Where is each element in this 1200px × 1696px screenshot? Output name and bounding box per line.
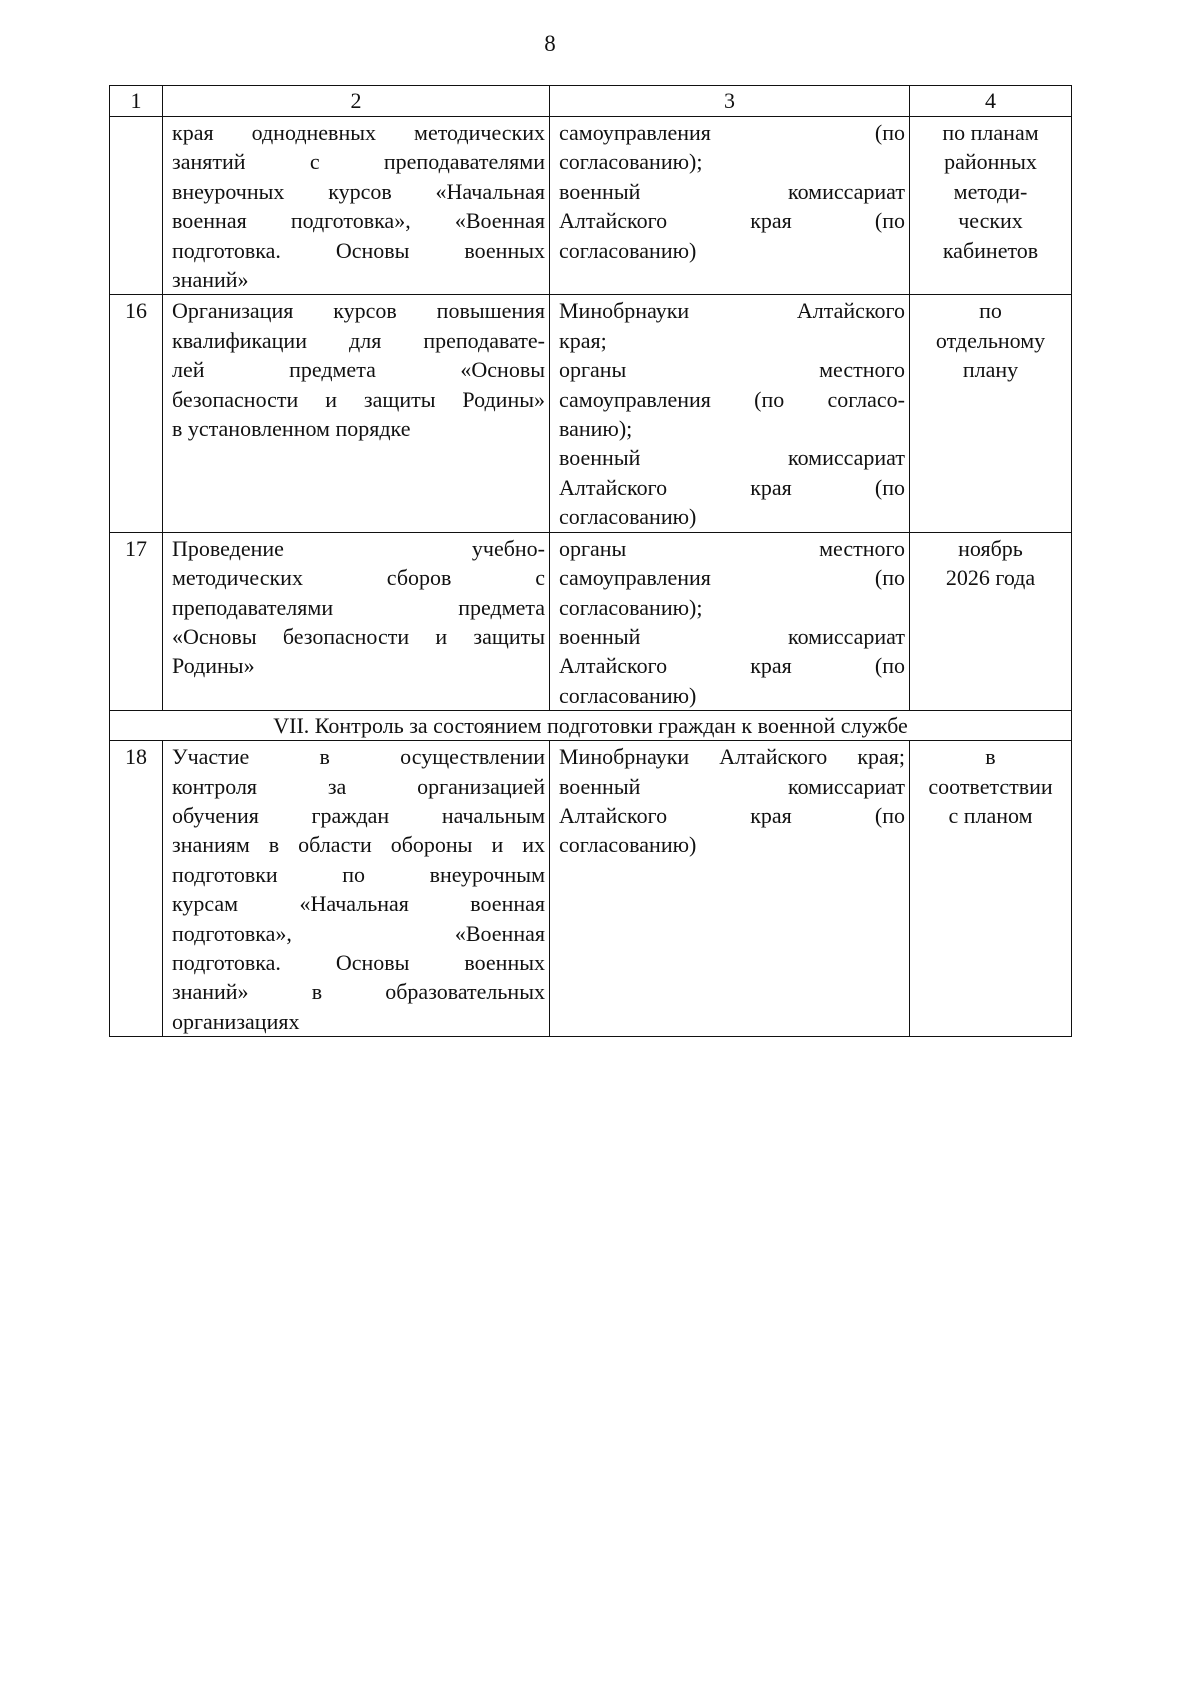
responsible-cell: [550, 295, 910, 532]
deadline-cell-line: отдельному: [935, 327, 1046, 353]
table-row: [110, 117, 1072, 295]
header-col-1: 1: [110, 86, 163, 117]
activity-cell-line: Участие в осуществлении: [172, 744, 545, 770]
responsible-cell-line: самоуправления (по: [559, 565, 905, 591]
responsible-cell-line: военный комиссариат: [559, 623, 905, 649]
activity-cell-line: военная подготовка», «Военная: [172, 208, 545, 234]
activity-cell-line: лей предмета «Основы: [172, 357, 545, 383]
activity-cell-line: обучения граждан начальным: [172, 802, 545, 828]
row-number: 17: [110, 532, 163, 710]
responsible-cell-line: военный комиссариат: [559, 773, 905, 799]
activity-cell-line: квалификации для преподавате-: [172, 327, 545, 353]
activity-cell: [163, 741, 550, 1037]
activity-cell-line: подготовки по внеурочным: [172, 861, 545, 887]
responsible-cell-line: края;: [559, 327, 607, 353]
activity-cell: [163, 295, 550, 532]
responsible-cell-line: согласованию);: [559, 149, 703, 175]
activity-cell-line: подготовка. Основы военных: [172, 237, 545, 263]
responsible-cell-line: самоуправления (по согласо-: [559, 386, 905, 412]
responsible-cell-line: согласованию): [559, 504, 697, 530]
activity-cell-line: «Основы безопасности и защиты: [172, 623, 545, 649]
table-row: [110, 295, 1072, 532]
deadline-cell-line: в: [985, 744, 996, 770]
deadline-cell-line: по: [979, 298, 1002, 324]
activity-cell-line: в установленном порядке: [172, 416, 411, 442]
table-row: [110, 532, 1072, 710]
responsible-cell: [550, 117, 910, 295]
activity-cell-line: контроля за организацией: [172, 773, 545, 799]
responsible-cell-line: Минобрнауки Алтайского края;: [559, 744, 905, 770]
deadline-cell: [910, 532, 1072, 710]
responsible-cell-line: военный комиссариат: [559, 445, 905, 471]
plan-table: [109, 85, 1072, 1037]
deadline-cell-line: с планом: [948, 802, 1033, 828]
activity-cell: [163, 532, 550, 710]
deadline-cell: [910, 295, 1072, 532]
responsible-cell-line: самоуправления (по: [559, 120, 905, 145]
responsible-cell-line: согласованию);: [559, 594, 703, 620]
row-number: 18: [110, 741, 163, 1037]
responsible-cell-line: Алтайского края (по: [559, 474, 905, 500]
responsible-cell: [550, 532, 910, 710]
deadline-cell-line: районных: [944, 149, 1037, 175]
activity-cell: [163, 117, 550, 295]
header-col-3: 3: [550, 86, 910, 117]
activity-cell-line: Проведение учебно-: [172, 535, 545, 561]
responsible-cell-line: Алтайского края (по: [559, 208, 905, 234]
responsible-cell-line: согласованию): [559, 237, 697, 263]
responsible-cell-line: Алтайского края (по: [559, 802, 905, 828]
activity-cell-line: знаниям в области обороны и их: [172, 832, 545, 858]
responsible-cell-line: Алтайского края (по: [559, 653, 905, 679]
deadline-cell-line: плану: [962, 357, 1019, 383]
responsible-cell-line: органы местного: [559, 535, 905, 561]
responsible-cell-line: органы местного: [559, 357, 905, 383]
section-heading-row: [110, 711, 1072, 741]
row-number: 16: [110, 295, 163, 532]
responsible-cell: [550, 741, 910, 1037]
deadline-cell-line: ческих: [958, 208, 1023, 234]
activity-cell-line: Организация курсов повышения: [172, 298, 545, 324]
activity-cell-line: безопасности и защиты Родины»: [172, 386, 545, 412]
responsible-cell-line: согласованию): [559, 832, 697, 858]
activity-cell-line: курсам «Начальная военная: [172, 891, 545, 917]
activity-cell-line: подготовка», «Военная: [172, 920, 545, 946]
row-number: [110, 117, 163, 295]
deadline-cell-line: соответствии: [928, 773, 1053, 799]
activity-cell-line: организациях: [172, 1008, 300, 1034]
activity-cell-line: методических сборов с: [172, 565, 545, 591]
activity-cell-line: Родины»: [172, 653, 255, 679]
responsible-cell-line: Минобрнауки Алтайского: [559, 298, 905, 324]
deadline-cell-line: по планам: [942, 120, 1039, 145]
header-col-2: 2: [163, 86, 550, 117]
section-heading: VII. Контроль за состоянием подготовки граждан к военной службе: [110, 711, 1072, 741]
activity-cell-line: преподавателями предмета: [172, 594, 545, 620]
responsible-cell-line: согласованию): [559, 682, 697, 708]
responsible-cell-line: военный комиссариат: [559, 178, 905, 204]
responsible-cell-line: ванию);: [559, 416, 633, 442]
activity-cell-line: подготовка. Основы военных: [172, 949, 545, 975]
activity-cell-line: занятий с преподавателями: [172, 149, 545, 175]
activity-cell-line: внеурочных курсов «Начальная: [172, 178, 545, 204]
page-number: 8: [544, 31, 556, 56]
deadline-cell-line: методи-: [953, 178, 1028, 204]
activity-cell-line: знаний»: [172, 267, 249, 293]
activity-cell-line: края однодневных методических: [172, 120, 545, 145]
deadline-cell: [910, 117, 1072, 295]
deadline-cell-line: кабинетов: [942, 237, 1039, 263]
header-col-4: 4: [910, 86, 1072, 117]
deadline-cell: [910, 741, 1072, 1037]
deadline-cell-line: 2026 года: [945, 565, 1036, 591]
deadline-cell-line: ноябрь: [958, 535, 1023, 561]
table-row: [110, 741, 1072, 1037]
activity-cell-line: знаний» в образовательных: [172, 979, 545, 1005]
table-header-row: [110, 86, 1072, 117]
